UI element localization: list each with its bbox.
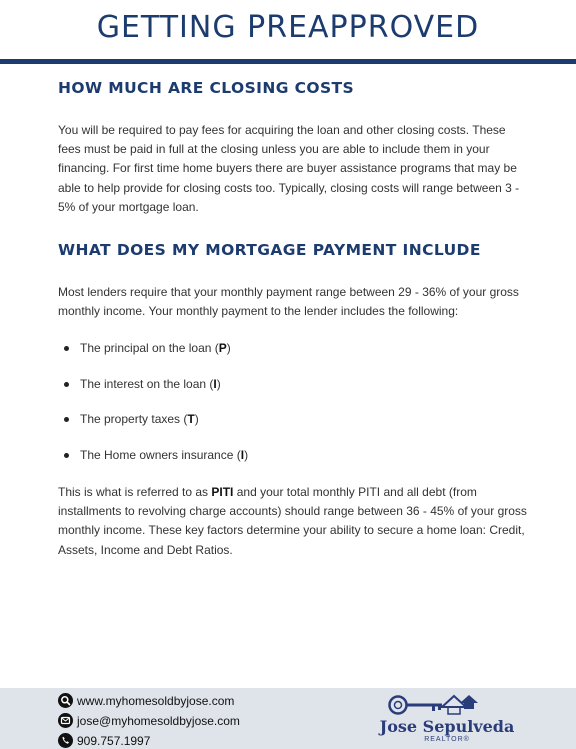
mail-icon bbox=[58, 713, 73, 728]
brand-logo bbox=[372, 692, 522, 749]
piti-term: PITI bbox=[211, 484, 234, 499]
list-item: The property taxes (T) bbox=[80, 411, 528, 427]
piti-list bbox=[58, 340, 528, 463]
brand-subtitle: REALTOR® bbox=[424, 736, 470, 743]
contact-email[interactable] bbox=[58, 713, 240, 728]
key-house-icon bbox=[372, 692, 522, 718]
piti-letter: P bbox=[218, 341, 227, 356]
piti-letter: I bbox=[240, 447, 245, 462]
list-item: The interest on the loan (I) bbox=[80, 376, 528, 392]
bullet-dot bbox=[64, 346, 69, 351]
website-link[interactable]: www.myhomesoldbyjose.com bbox=[77, 693, 235, 708]
closing-costs-paragraph: You will be required to pay fees for acquiring the loan and other closing costs. These fees must be paid in full at the closing unless you are able to include them in your financing. For first time home buyers there are buyer assistance programs that may be able to help provide for closing costs too. Typically, closing costs will range between 3 - 5% of your mortgage loan. bbox=[58, 123, 520, 214]
title-divider bbox=[0, 59, 576, 64]
bullet-dot bbox=[64, 382, 69, 387]
page-title: GETTING PREAPPROVED bbox=[96, 10, 480, 45]
brand-name: Jose Sepulveda bbox=[379, 717, 515, 736]
section-heading-closing-costs: HOW MUCH ARE CLOSING COSTS bbox=[58, 79, 355, 97]
list-item: The principal on the loan (P) bbox=[80, 340, 528, 356]
email-link[interactable]: jose@myhomesoldbyjose.com bbox=[77, 713, 240, 728]
piti-letter: T bbox=[187, 412, 195, 427]
phone-number[interactable]: 909.757.1997 bbox=[77, 733, 151, 748]
piti-letter: I bbox=[213, 376, 217, 391]
list-item: The Home owners insurance (I) bbox=[80, 447, 528, 463]
bullet-dot bbox=[64, 453, 69, 458]
piti-summary-paragraph: This is what is referred to as PITI and your total monthly PITI and all debt (from installments to revolving charge accounts) should range between 36 - 45% of your gross monthly income. These key factors determine your ability to secure a home loan: Credit, Assets, Income and Debt Ratios. bbox=[58, 484, 527, 557]
mortgage-payment-paragraph: Most lenders require that your monthly payment range between 29 - 36% of your gross monthly income. Your monthly payment to the lender includes the following: bbox=[58, 285, 519, 319]
contact-website[interactable] bbox=[58, 693, 234, 708]
search-icon bbox=[58, 693, 73, 708]
contact-phone[interactable] bbox=[58, 733, 150, 748]
phone-icon bbox=[58, 733, 73, 748]
footer bbox=[0, 688, 576, 749]
main-content bbox=[58, 78, 528, 560]
bullet-dot bbox=[64, 417, 69, 422]
section-heading-mortgage-payment: WHAT DOES MY MORTGAGE PAYMENT INCLUDE bbox=[58, 241, 481, 260]
